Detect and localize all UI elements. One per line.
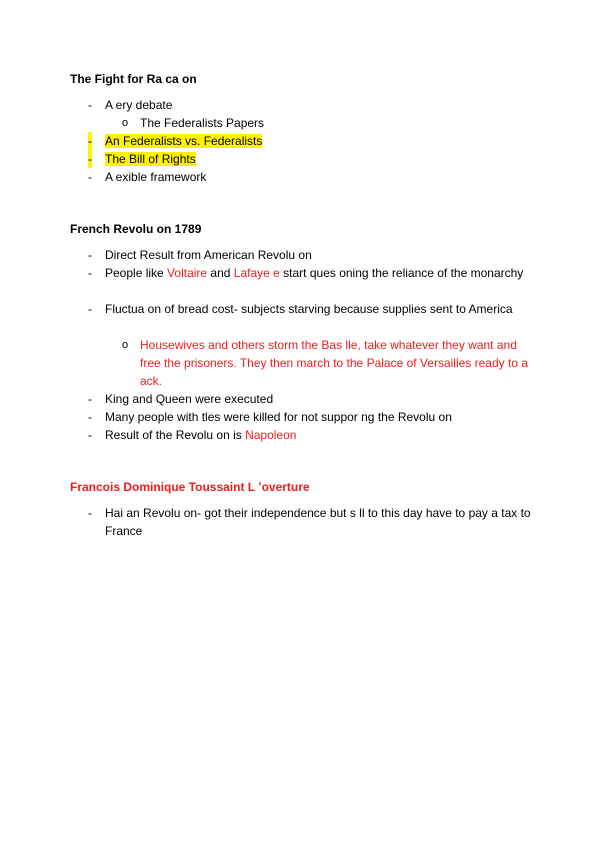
text-part: People like <box>105 266 168 280</box>
list-item-text: King and Queen were executed <box>105 392 274 406</box>
dash-bullet: - <box>88 134 92 148</box>
dash-bullet: - <box>88 302 92 316</box>
dash-bullet: - <box>88 410 92 424</box>
list-item-text: Many people with tles were killed for not suppor ng the Revolu on <box>105 410 452 424</box>
circle-bullet: o <box>122 117 129 129</box>
list-item-text: A ery debate <box>105 98 173 112</box>
dash-bullet: - <box>88 152 92 166</box>
sub-list-item-text-red: Housewives and others storm the Bas lle, take whatever they want and free the prisoners. They then march to the Palace of Versailles ready to a ack. <box>140 338 528 388</box>
section-heading-french-revolution: French Revolu on 1789 <box>70 222 202 236</box>
dash-bullet: - <box>88 506 92 520</box>
list-item-text: Hai an Revolu on- got their independence but s ll to this day have to pay a tax to France <box>105 506 531 538</box>
text-part: start ques oning the reliance of the monarchy <box>279 266 524 280</box>
highlighted-text: An Federalists vs. Federalists <box>105 134 263 148</box>
red-name-napoleon: Napoleon <box>245 428 297 442</box>
text-part: Result of the Revolu on is <box>105 428 246 442</box>
list-item-text <box>105 426 550 444</box>
list-item-text: Fluctua on of bread cost- subjects starving because supplies sent to America <box>105 302 513 316</box>
section-heading-toussaint: Francois Dominique Toussaint L ’overture <box>70 480 310 494</box>
red-name-voltaire: Voltaire <box>167 266 208 280</box>
dash-bullet: - <box>88 266 92 280</box>
list-item-text: Direct Result from American Revolu on <box>105 248 312 262</box>
circle-bullet: o <box>122 339 129 351</box>
highlighted-text: The Bill of Rights <box>105 152 196 166</box>
red-name-lafayette: Lafaye e <box>233 266 280 280</box>
dash-bullet: - <box>88 248 92 262</box>
dash-bullet: - <box>88 392 92 406</box>
list-item-text <box>105 264 550 282</box>
dash-bullet: - <box>88 170 92 184</box>
sub-list-item-text: The Federalists Papers <box>140 116 265 130</box>
text-part: and <box>207 266 234 280</box>
dash-bullet: - <box>88 428 92 442</box>
list-item-text <box>105 132 550 150</box>
list-item-text <box>105 150 550 168</box>
section-heading-ratification: The Fight for Ra ca on <box>70 72 197 86</box>
dash-bullet: - <box>88 98 92 112</box>
list-item-text: A exible framework <box>105 170 207 184</box>
